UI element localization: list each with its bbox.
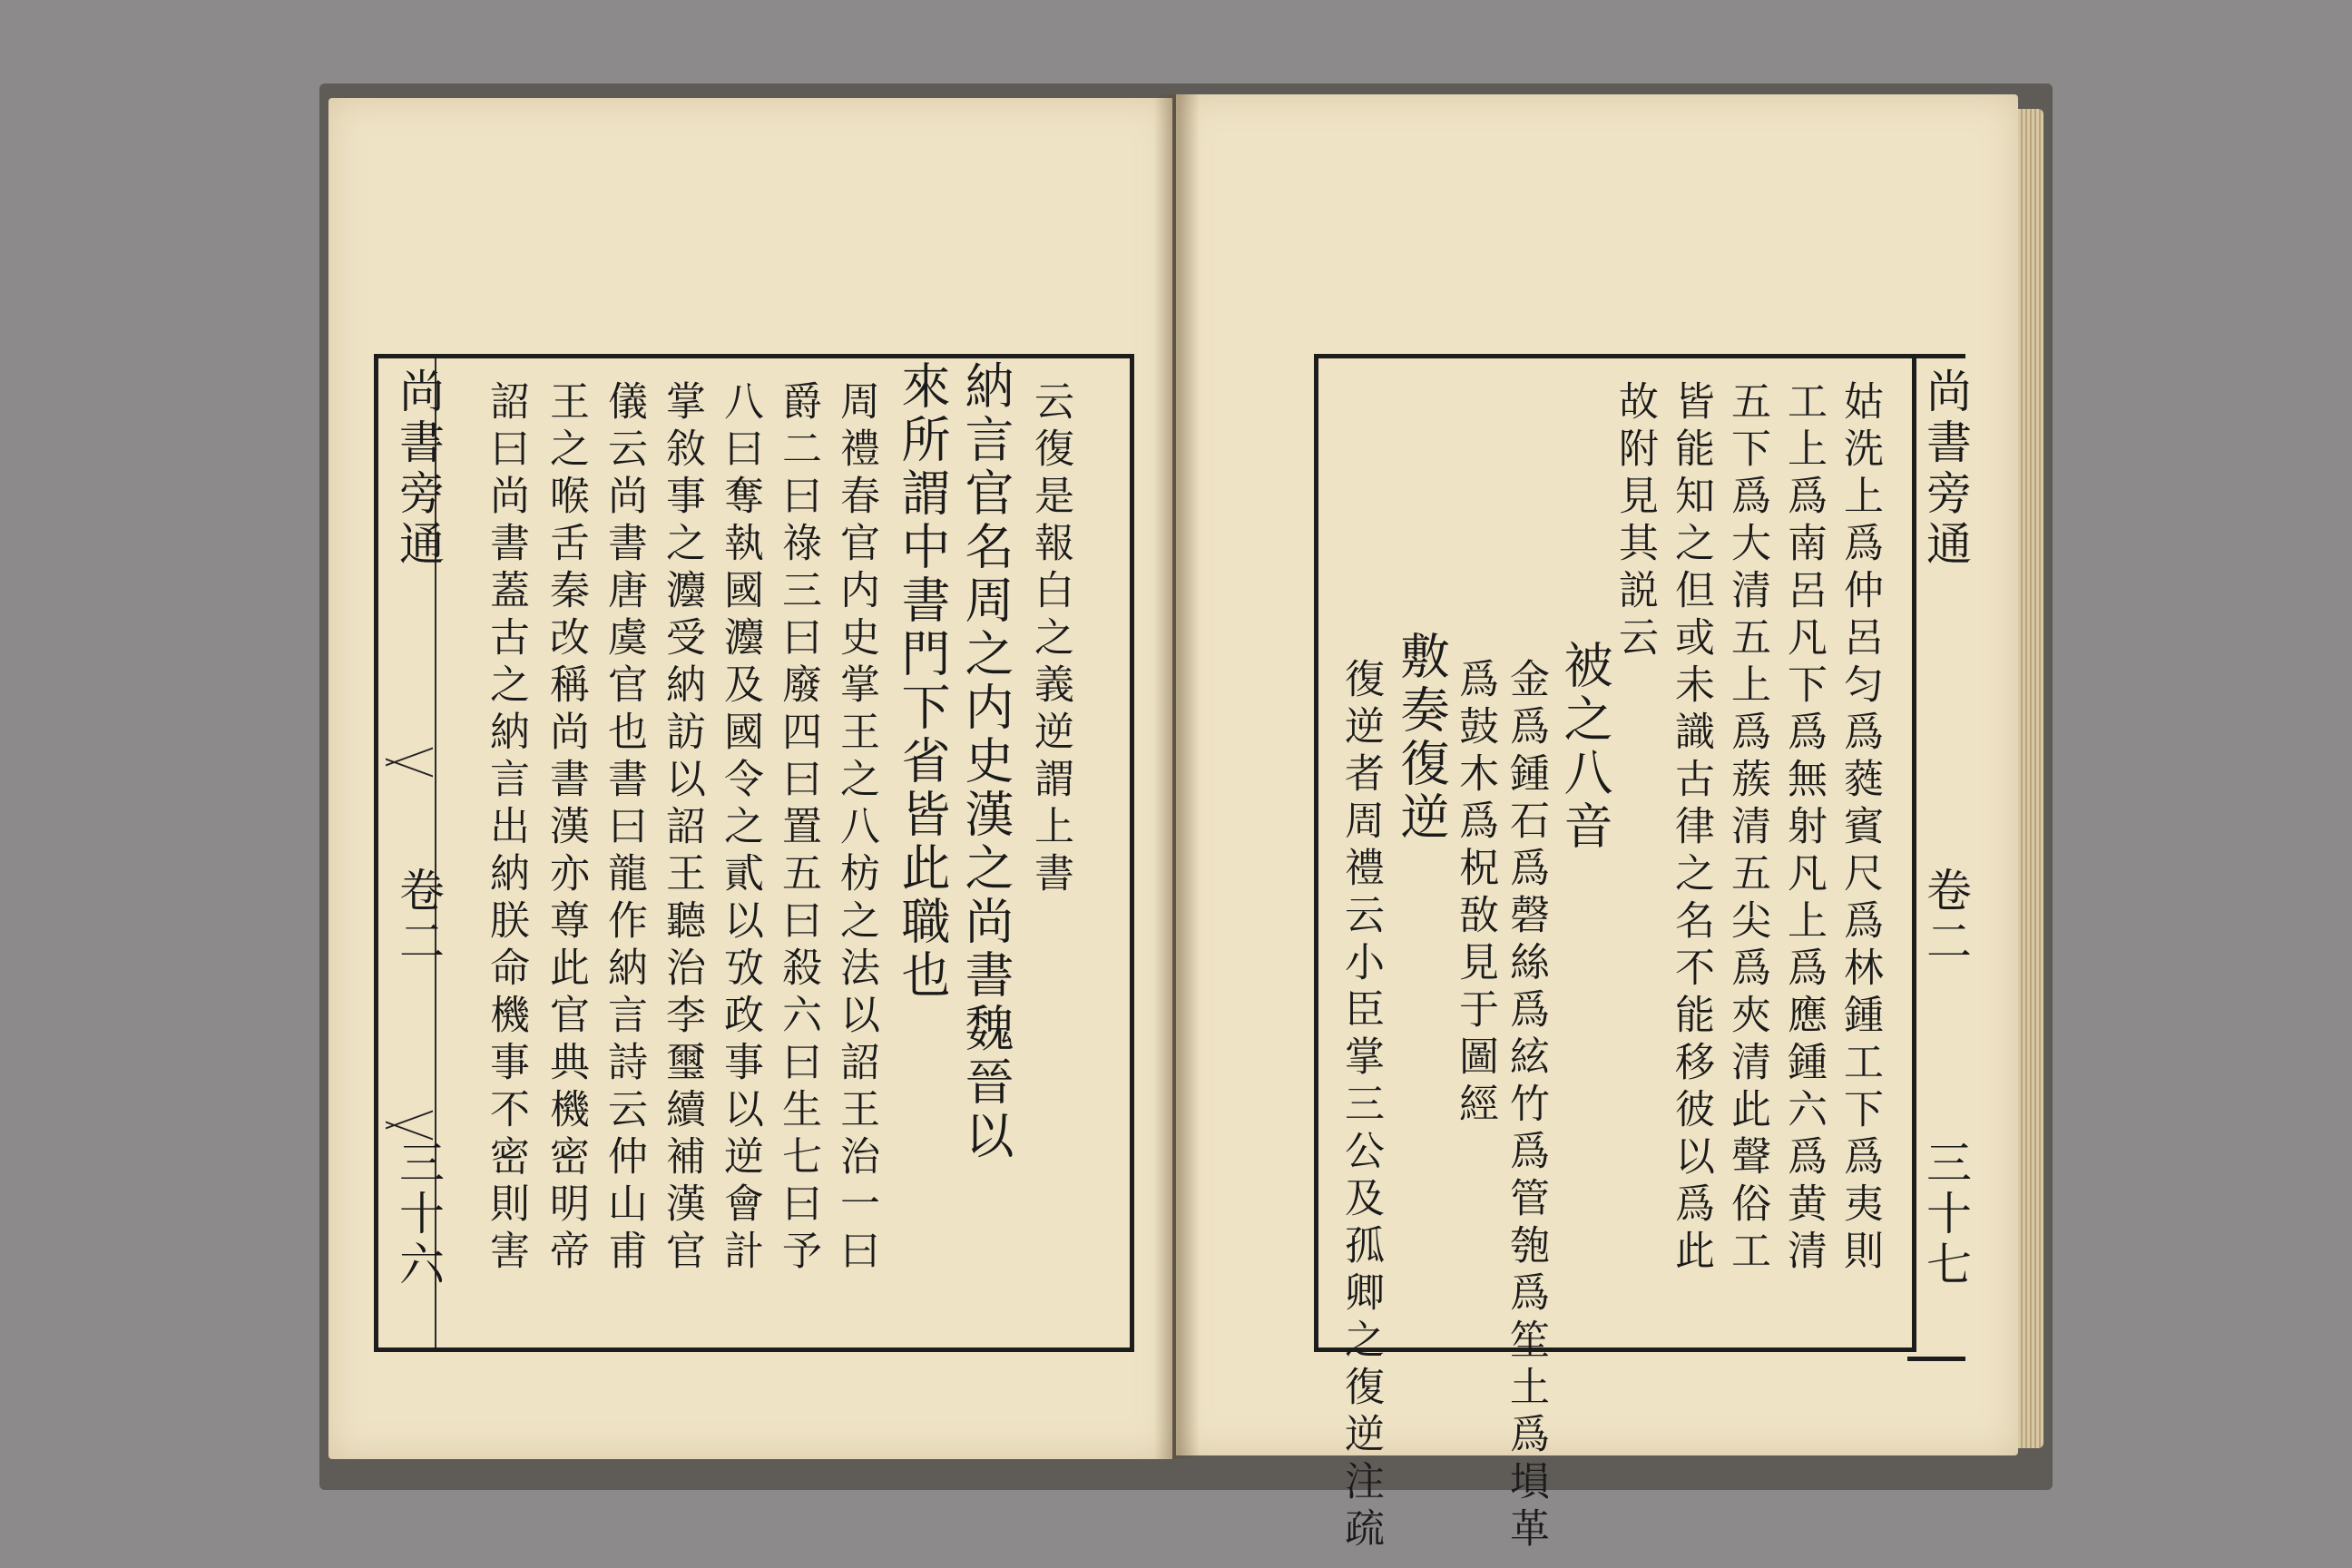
text-column: 納言官名周之内史漢之尚書魏晉以 — [957, 360, 1014, 1163]
text-column: 詔曰尚書蓋古之納言出納朕命機事不密則害 — [483, 380, 529, 1277]
text-column: 來所謂中書門下省皆此職也 — [894, 360, 951, 1003]
section-heading: 被之八音 — [1556, 640, 1613, 854]
section-heading: 敷奏復逆 — [1393, 631, 1450, 845]
text-column: 周禮春官内史掌王之八枋之法以詔王治一曰 — [833, 380, 879, 1277]
text-column: 姑洗上爲仲呂匀爲蕤賓尺爲林鍾工下爲夷則 — [1837, 380, 1883, 1277]
text-column: 工上爲南呂凡下爲無射凡上爲應鍾六爲黄清 — [1780, 380, 1827, 1277]
text-column: 爲鼓木爲柷敔見于圖經 — [1452, 658, 1498, 1130]
margin-page-number: 三十七 — [1919, 1139, 1972, 1291]
right-margin-column — [1907, 354, 1972, 1361]
text-column: 王之喉舌秦改稱尚書漢亦尊此官典機密明帝 — [543, 380, 589, 1277]
text-column: 復逆者周禮云小臣掌三公及孤卿之復逆注疏 — [1338, 658, 1384, 1554]
text-column: 五下爲大清五上爲蔟清五尖爲夾清此聲俗工 — [1724, 380, 1770, 1277]
margin-title: 尚書旁通 — [1919, 368, 1972, 571]
margin-volume: 卷二 — [392, 867, 445, 968]
text-column: 皆能知之但或未識古律之名不能移彼以爲此 — [1668, 380, 1714, 1277]
text-column: 故附見其説云 — [1612, 380, 1658, 663]
fish-tail-ornament — [382, 749, 436, 778]
left-text-frame — [374, 354, 1134, 1352]
fish-tail-ornament — [382, 1112, 436, 1141]
text-column: 云復是報白之義逆謂上書 — [1027, 380, 1073, 899]
right-text-frame — [1314, 354, 1916, 1554]
book-gutter — [1154, 94, 1200, 1459]
text-column: 八曰奪執國灋及國令之貳以攷政事以逆會計 — [717, 380, 763, 1277]
text-column: 儀云尚書唐虞官也書曰龍作納言詩云仲山甫 — [601, 380, 647, 1277]
page-edge-stack — [2018, 109, 2043, 1448]
text-column: 金爲鍾石爲磬絲爲絃竹爲管匏爲笙土爲塤革 — [1503, 658, 1549, 1554]
margin-page-number: 三十六 — [392, 1139, 445, 1291]
margin-volume: 卷二 — [1919, 867, 1972, 968]
text-column: 掌敘事之灋受納訪以詔王聽治李璽續補漢官 — [659, 380, 705, 1277]
margin-title: 尚書旁通 — [392, 368, 445, 571]
text-column: 爵二曰祿三曰廢四曰置五曰殺六曰生七曰予 — [775, 380, 821, 1277]
